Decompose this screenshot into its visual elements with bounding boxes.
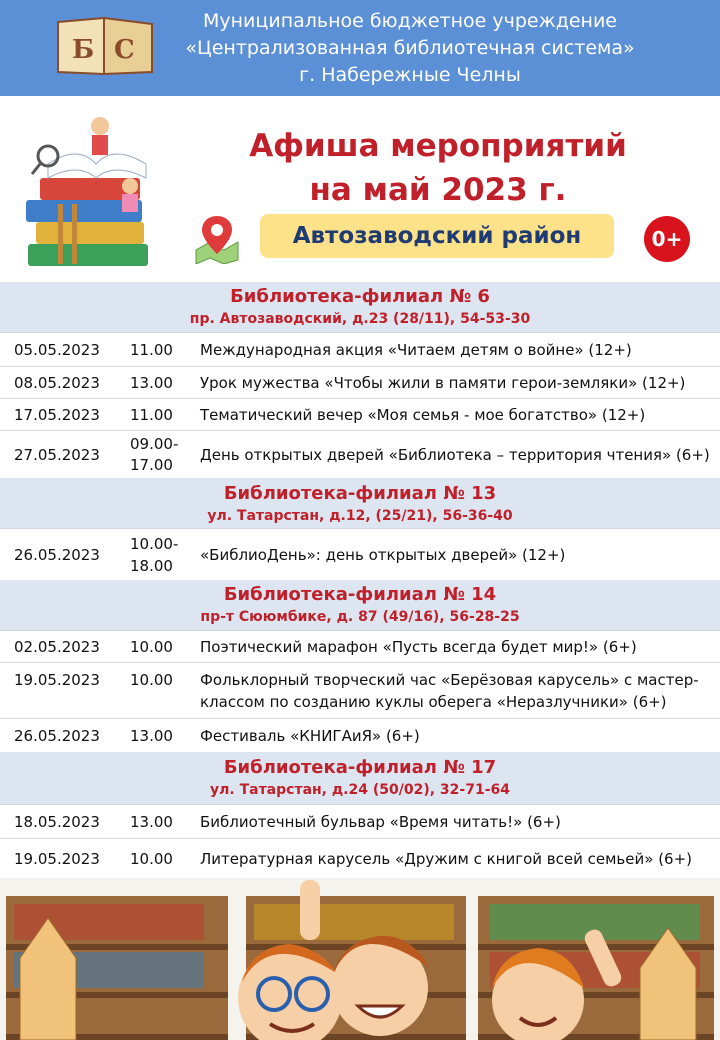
branch-name: Библиотека-филиал № 14 (223, 584, 497, 605)
event-row (0, 630, 720, 663)
branch-address: пр. Автозаводский, д.23 (28/11), 54-53-30 (189, 311, 531, 327)
branch-header (0, 752, 720, 804)
event-time: 10.00 (130, 638, 173, 656)
event-date: 02.05.2023 (14, 638, 100, 656)
event-date: 17.05.2023 (14, 406, 100, 424)
event-time: 13.00 (130, 374, 173, 392)
event-time: 10.00-18.00 (130, 535, 179, 575)
event-time: 10.00 (130, 671, 173, 689)
poster-title (228, 124, 648, 212)
children-cartoon-illustration (0, 878, 720, 1040)
branch-name: Библиотека-филиал № 17 (223, 757, 497, 778)
event-row (0, 398, 720, 431)
event-date: 26.05.2023 (14, 727, 100, 745)
event-time: 10.00 (130, 850, 173, 868)
age-rating-badge: 0+ (644, 216, 690, 262)
branch-name: Библиотека-филиал № 13 (223, 483, 497, 504)
hero-section (0, 96, 720, 282)
event-title: Фольклорный творческий час «Берёзовая карусель» с мастер-классом по созданию куклы оберега «Неразлучники» (6+) (200, 671, 699, 711)
event-row (0, 718, 720, 753)
event-title: Фестиваль «КНИГАиЯ» (6+) (200, 727, 420, 745)
map-pin-icon (192, 212, 242, 264)
title-line-1: Афиша мероприятий (249, 128, 627, 164)
event-row (0, 662, 720, 719)
event-date: 19.05.2023 (14, 671, 100, 689)
event-time: 13.00 (130, 813, 173, 831)
title-line-2: на май 2023 г. (309, 172, 567, 208)
event-date: 19.05.2023 (14, 850, 100, 868)
event-row (0, 332, 720, 367)
event-title: Поэтический марафон «Пусть всегда будет мир!» (6+) (200, 638, 637, 656)
branch-header (0, 282, 720, 332)
event-date: 05.05.2023 (14, 341, 100, 359)
branch-address: ул. Татарстан, д.24 (50/02), 32-71-64 (210, 782, 510, 798)
organization-name (170, 8, 650, 89)
event-time: 13.00 (130, 727, 173, 745)
svg-text:Б: Б (72, 35, 95, 65)
event-row (0, 528, 720, 581)
event-date: 08.05.2023 (14, 374, 100, 392)
org-line-1: Муниципальное бюджетное учреждение (203, 10, 617, 32)
event-row (0, 838, 720, 879)
event-row (0, 804, 720, 839)
event-date: 18.05.2023 (14, 813, 100, 831)
org-line-2: «Централизованная библиотечная система» (185, 37, 635, 59)
event-title: Международная акция «Читаем детям о войне» (12+) (200, 341, 632, 359)
event-title: День открытых дверей «Библиотека – территория чтения» (6+) (200, 446, 710, 464)
event-row (0, 430, 720, 479)
footer-illustration (0, 878, 720, 1040)
district-badge: Автозаводский район (260, 214, 614, 258)
event-time: 09.00-17.00 (130, 435, 179, 474)
event-time: 11.00 (130, 341, 173, 359)
event-date: 27.05.2023 (14, 446, 100, 464)
svg-text:С: С (114, 35, 135, 65)
header-banner (0, 0, 720, 96)
event-title: Библиотечный бульвар «Время читать!» (6+) (200, 813, 561, 831)
branch-name: Библиотека-филиал № 6 (230, 286, 490, 307)
branch-address: пр-т Сююмбике, д. 87 (49/16), 56-28-25 (200, 609, 520, 625)
branch-header (0, 478, 720, 528)
org-line-3: г. Набережные Челны (299, 64, 521, 86)
event-date: 26.05.2023 (14, 546, 100, 564)
event-title: Урок мужества «Чтобы жили в памяти герои-земляки» (12+) (200, 374, 686, 392)
branch-header (0, 580, 720, 630)
event-time: 11.00 (130, 406, 173, 424)
branch-address: ул. Татарстан, д.12, (25/21), 56-36-40 (207, 508, 513, 524)
event-title: Литературная карусель «Дружим с книгой всей семьей» (6+) (200, 850, 693, 868)
books-children-illustration (18, 104, 168, 274)
library-logo-icon (52, 14, 158, 78)
event-row (0, 366, 720, 399)
event-title: «БиблиоДень»: день открытых дверей» (12+) (200, 546, 566, 564)
event-title: Тематический вечер «Моя семья - мое богатство» (12+) (200, 406, 646, 424)
